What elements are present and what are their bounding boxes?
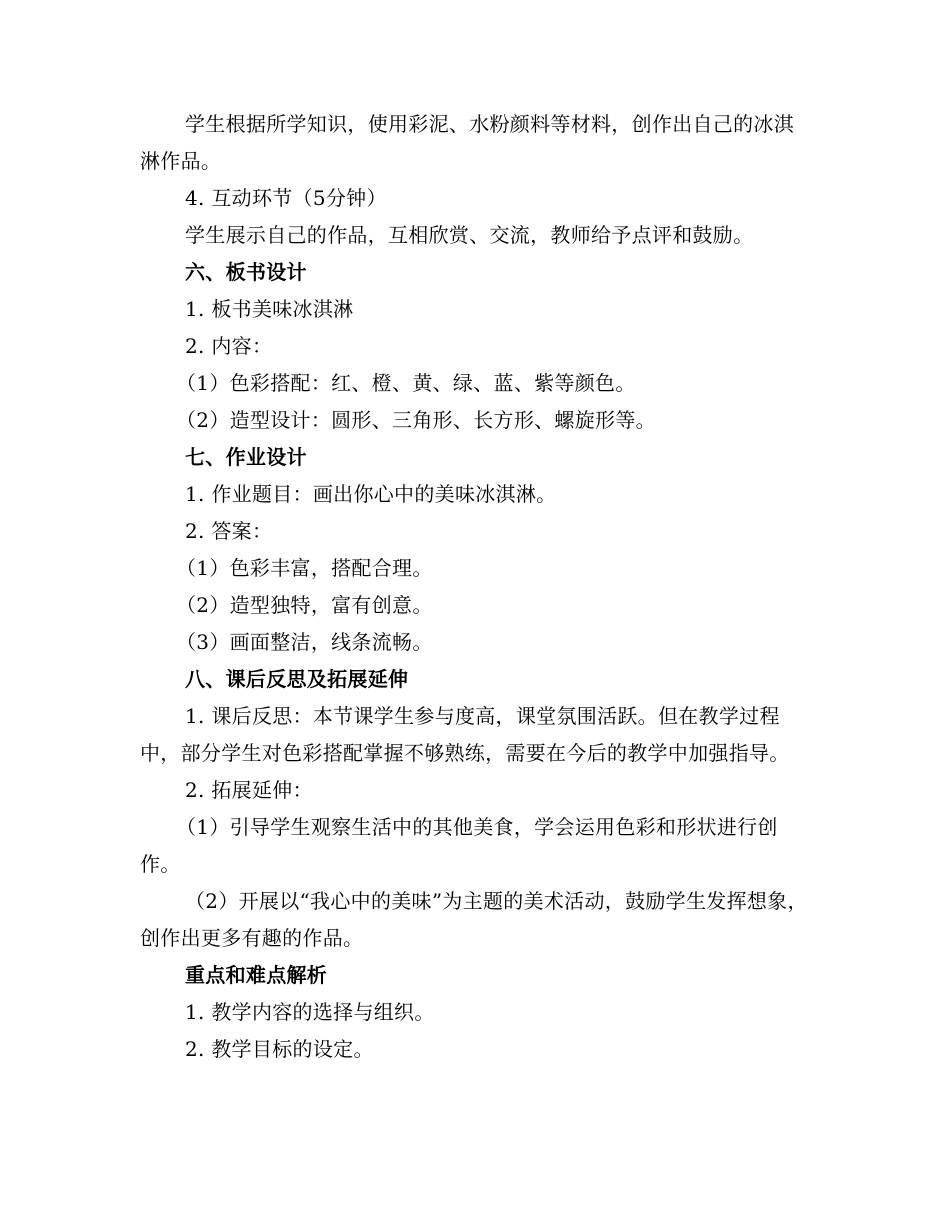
- extension-item-1: （1）引导学生观察生活中的其他美食，学会运用色彩和形状进行创作。: [140, 815, 778, 876]
- homework-item-1: 1. 作业题目：画出你心中的美味冰淇淋。: [185, 482, 557, 506]
- reflection-item-1: 1. 课后反思：本节课学生参与度高，课堂氛围活跃。但在教学过程中，部分学生对色彩搭配掌握不够熟练，需要在今后的教学中加强指导。: [140, 704, 790, 765]
- extension-item-2: （2）开展以“我心中的美味”为主题的美术活动，鼓励学生发挥想象，创作出更多有趣的作品。: [140, 889, 808, 950]
- section-heading-reflection: 八、课后反思及拓展延伸: [185, 667, 409, 691]
- step-4-heading: 4. 互动环节（5分钟）: [185, 186, 387, 210]
- homework-answer-2: （2）造型独特，富有创意。: [176, 593, 433, 617]
- key-point-1: 1. 教学内容的选择与组织。: [185, 1000, 435, 1024]
- paragraph-student-creation: 学生根据所学知识，使用彩泥、水粉颜料等材料，创作出自己的冰淇淋作品。: [140, 112, 794, 173]
- section-heading-key-points: 重点和难点解析: [185, 963, 328, 987]
- board-subitem-colors: （1）色彩搭配：红、橙、黄、绿、蓝、紫等颜色。: [176, 371, 636, 395]
- board-item-2: 2. 内容：: [185, 334, 273, 358]
- homework-answer-1: （1）色彩丰富，搭配合理。: [176, 556, 433, 580]
- document-body: [140, 106, 810, 1068]
- homework-item-2: 2. 答案：: [185, 519, 273, 543]
- section-heading-homework: 七、作业设计: [185, 445, 307, 469]
- extension-heading: 2. 拓展延伸：: [185, 778, 313, 802]
- key-point-2: 2. 教学目标的设定。: [185, 1037, 374, 1061]
- paragraph-interaction: 学生展示自己的作品，互相欣赏、交流，教师给予点评和鼓励。: [185, 223, 754, 247]
- section-heading-board-design: 六、板书设计: [185, 260, 307, 284]
- board-item-1: 1. 板书美味冰淇淋: [185, 297, 354, 321]
- board-subitem-shapes: （2）造型设计：圆形、三角形、长方形、螺旋形等。: [176, 408, 656, 432]
- homework-answer-3: （3）画面整洁，线条流畅。: [176, 630, 433, 654]
